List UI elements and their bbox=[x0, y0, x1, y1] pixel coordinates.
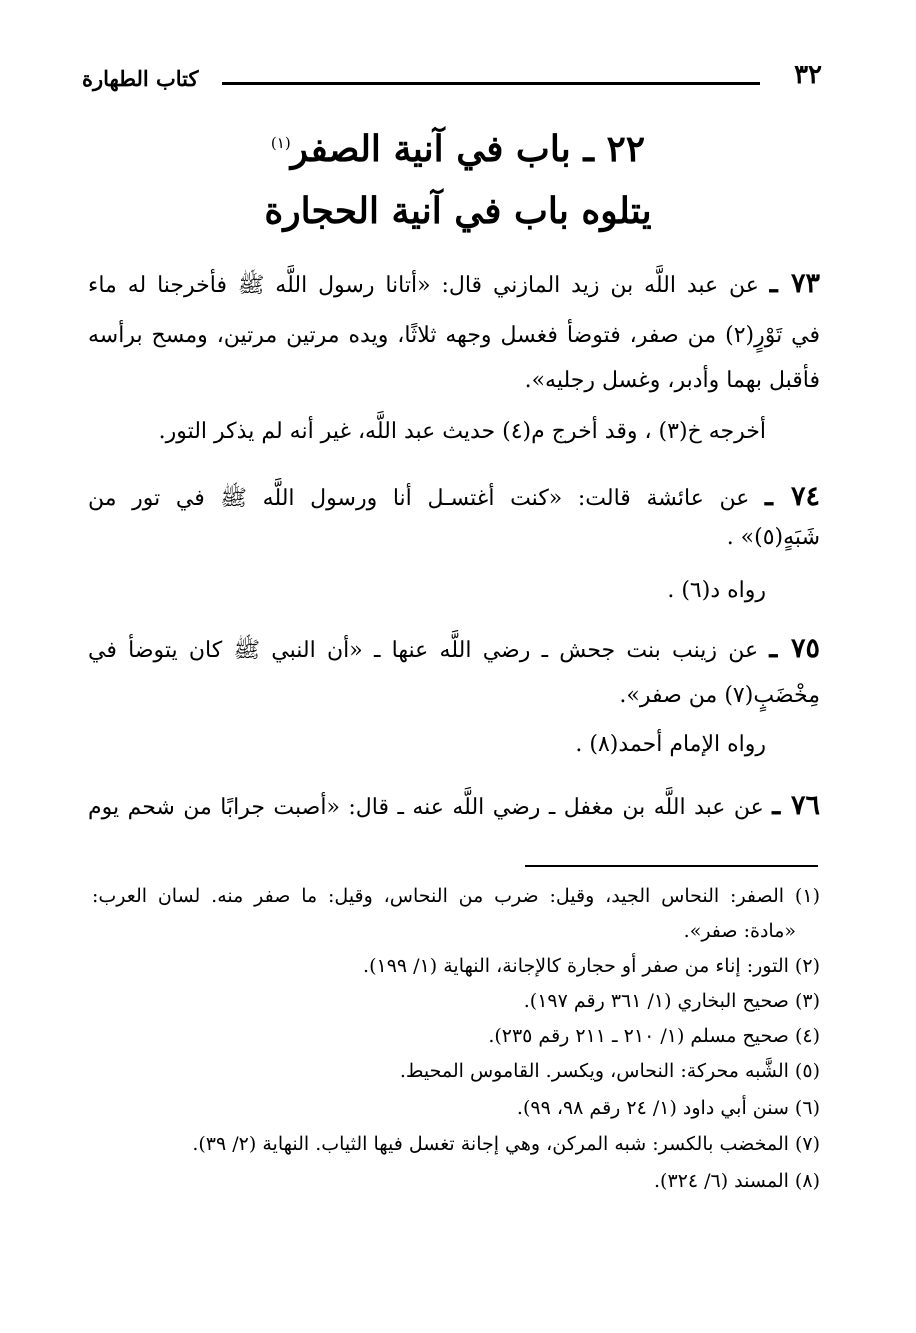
hadith-74-line-2: شَبَهٍ(٥)» . bbox=[726, 525, 820, 550]
hadith-74-number: ٧٤ ـ bbox=[765, 481, 821, 512]
hadith-73-text-1: عن عبد اللَّه بن زيد المازني قال: «أتانا رسول اللَّه ﷺ فأخرجنا له ماء bbox=[88, 273, 759, 298]
hadith-73-line-2: في تَوْرٍ(٢) من صفر، فتوضأ فغسل وجهه ثلاثًا، ويده مرتين مرتين، ومسح برأسه bbox=[88, 323, 820, 348]
chapter-title-text: ٢٢ ـ باب في آنية الصفر bbox=[290, 128, 646, 170]
chapter-subtitle: يتلوه باب في آنية الحجارة bbox=[264, 190, 652, 232]
footnote-1-line-2: «مادة: صفر». bbox=[683, 920, 796, 942]
footnote-1-line-1: (١) الصفر: النحاس الجيد، وقيل: ضرب من النحاس، وقيل: ما صفر منه. لسان العرب: bbox=[92, 885, 820, 907]
chapter-footnote-ref: (١) bbox=[270, 134, 291, 152]
footnote-7: (٧) المخضب بالكسر: شبه المركن، وهي إجانة تغسل فيها الثياب. النهاية (٢/ ٣٩). bbox=[192, 1133, 820, 1155]
hadith-75-line-1 bbox=[88, 635, 820, 662]
hadith-74-line-1 bbox=[88, 483, 820, 510]
hadith-75-line-2: مِخْضَبٍ(٧) من صفر». bbox=[619, 683, 820, 708]
hadith-73-line-1 bbox=[88, 270, 820, 297]
hadith-74-takhrij: رواه د(٦) . bbox=[667, 578, 766, 603]
page-number: ٣٢ bbox=[794, 60, 822, 90]
hadith-74-text-1: عن عائشة قالت: «كنت أغتسـل أنا ورسول اللَّه ﷺ في تور من bbox=[88, 486, 750, 511]
hadith-75-takhrij: رواه الإمام أحمد(٨) . bbox=[575, 732, 766, 757]
footnote-8: (٨) المسند (٦/ ٣٢٤). bbox=[653, 1170, 820, 1192]
hadith-75-text-1: عن زينب بنت جحش ـ رضي اللَّه عنها ـ «أن النبي ﷺ كان يتوضأ في bbox=[88, 638, 759, 663]
hadith-73-number: ٧٣ ـ bbox=[769, 268, 821, 299]
footnote-4: (٤) صحيح مسلم (١/ ٢١٠ ـ ٢١١ رقم ٢٣٥). bbox=[488, 1025, 820, 1047]
footnote-3: (٣) صحيح البخاري (١/ ٣٦١ رقم ١٩٧). bbox=[523, 990, 820, 1012]
hadith-73-takhrij: أخرجه خ(٣) ، وقد أخرج م(٤) حديث عبد اللَّه، غير أنه لم يذكر التور. bbox=[158, 419, 766, 444]
hadith-76-line-1 bbox=[88, 792, 820, 819]
hadith-75-number: ٧٥ ـ bbox=[769, 633, 820, 664]
hadith-76-number: ٧٦ ـ bbox=[772, 790, 820, 821]
footnote-2: (٢) التور: إناء من صفر أو حجارة كالإجانة، النهاية (١/ ١٩٩). bbox=[363, 955, 820, 977]
hadith-76-text-1: عن عبد اللَّه بن مغفل ـ رضي اللَّه عنه ـ قال: «أصبت جرابًا من شحم يوم bbox=[88, 795, 764, 820]
footnote-5: (٥) الشَّبه محركة: النحاس، ويكسر. القاموس المحيط. bbox=[399, 1060, 820, 1082]
footnote-6: (٦) سنن أبي داود (١/ ٢٤ رقم ٩٨، ٩٩). bbox=[516, 1097, 820, 1119]
footnote-separator bbox=[525, 865, 818, 867]
running-header bbox=[82, 60, 822, 100]
header-rule bbox=[222, 82, 760, 85]
book-title: كتاب الطهارة bbox=[82, 66, 199, 91]
hadith-73-line-3: فأقبل بهما وأدبر، وغسل رجليه». bbox=[524, 368, 820, 393]
chapter-title bbox=[0, 128, 916, 170]
